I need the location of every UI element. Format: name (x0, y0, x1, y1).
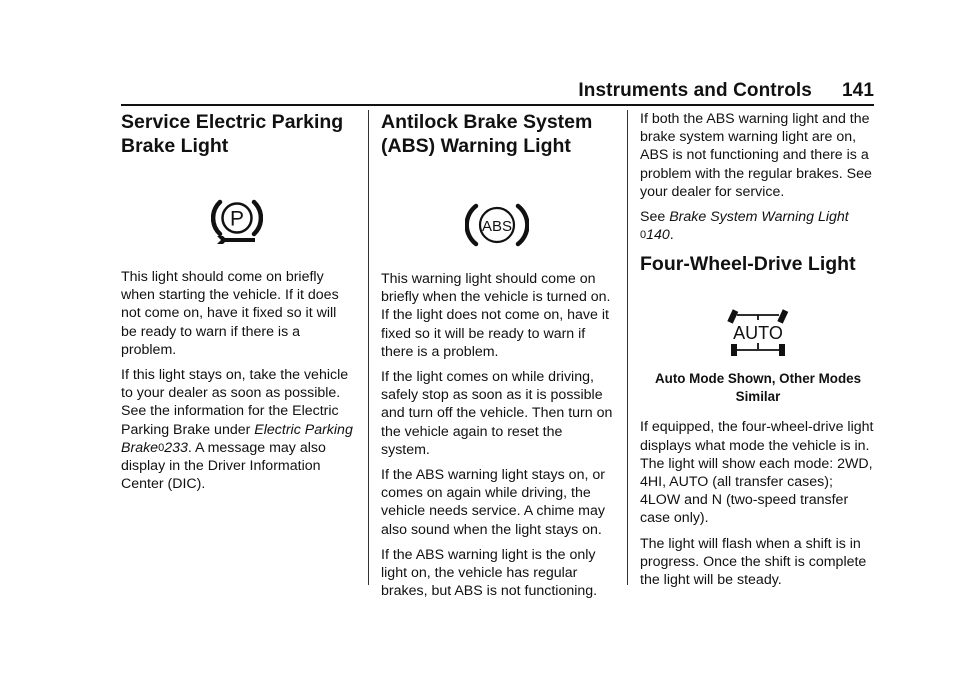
paragraph: This warning light should come on briefly when the vehicle is turned on. If the light does not come on, have it fixed so it will be ready to warn if there is a problem. (381, 271, 611, 360)
section-title: Four-Wheel-Drive Light (640, 253, 856, 276)
parking-brake-service-icon (121, 196, 353, 248)
paragraph: If the ABS warning light is the only light on, the vehicle has regular brakes, but ABS is not functioning. (381, 546, 598, 600)
svg-text:ABS: ABS (481, 218, 513, 235)
abs-warning-icon (381, 202, 613, 248)
page-ref-arrow-icon: 0 (640, 229, 647, 242)
section-name: Instruments and Controls (578, 80, 812, 101)
column-divider (368, 110, 369, 585)
svg-text:P: P (229, 207, 245, 231)
column-4wd-light (640, 110, 876, 596)
paragraph: If the light comes on while driving, safely stop as soon as it is possible and turn off the vehicle. Then turn on the vehicle again to reset the system. (381, 369, 613, 458)
column-divider (627, 110, 628, 585)
figure-caption: Auto Mode Shown, Other Modes Similar (654, 371, 862, 405)
four-wheel-drive-auto-icon (640, 306, 876, 358)
xref-page[interactable]: 233 (164, 439, 188, 456)
xref-link[interactable]: Electric Parking Brake (121, 421, 353, 456)
xref-link[interactable]: Brake System Warning Light (669, 209, 849, 226)
page-ref-arrow-icon: 0 (158, 441, 165, 454)
page-number: 141 (841, 80, 874, 101)
paragraph: If this light stays on, take the vehicle to your dealer as soon as possible. See the information for the Electric Parking Brake under Electric Parking Brake0233. A message may also display in the Driver Information Center (DIC). (121, 367, 353, 493)
paragraph: The light will flash when a shift is in progress. Once the shift is complete the light will be steady. (640, 535, 867, 589)
paragraph: See Brake System Warning Light 0140. (640, 209, 849, 244)
section-title: Service Electric Parking Brake Light (121, 111, 344, 157)
column-service-parking-brake (121, 110, 353, 500)
paragraph: This light should come on briefly when starting the vehicle. If it does not come on, have it fixed so it will be ready to warn if there is a problem. (121, 269, 339, 358)
svg-text:AUTO: AUTO (733, 323, 783, 344)
paragraph: If equipped, the four-wheel-drive light displays what mode the vehicle is in. The light will show each mode: 2WD, 4HI, AUTO (all transfer cases); 4LOW and N (two-speed transfer case only). (640, 419, 874, 527)
header-rule (121, 104, 874, 106)
xref-page[interactable]: 140 (646, 227, 670, 244)
column-abs-warning (381, 110, 613, 607)
page-header (578, 80, 874, 102)
section-title: Antilock Brake System (ABS) Warning Light (381, 111, 593, 157)
paragraph: If both the ABS warning light and the brake system warning light are on, ABS is not functioning and there is a problem with the regular brakes. See your dealer for service. (640, 111, 872, 200)
paragraph: If the ABS warning light stays on, or comes on again while driving, the vehicle needs service. A chime may also sound when the light stays on. (381, 467, 605, 538)
